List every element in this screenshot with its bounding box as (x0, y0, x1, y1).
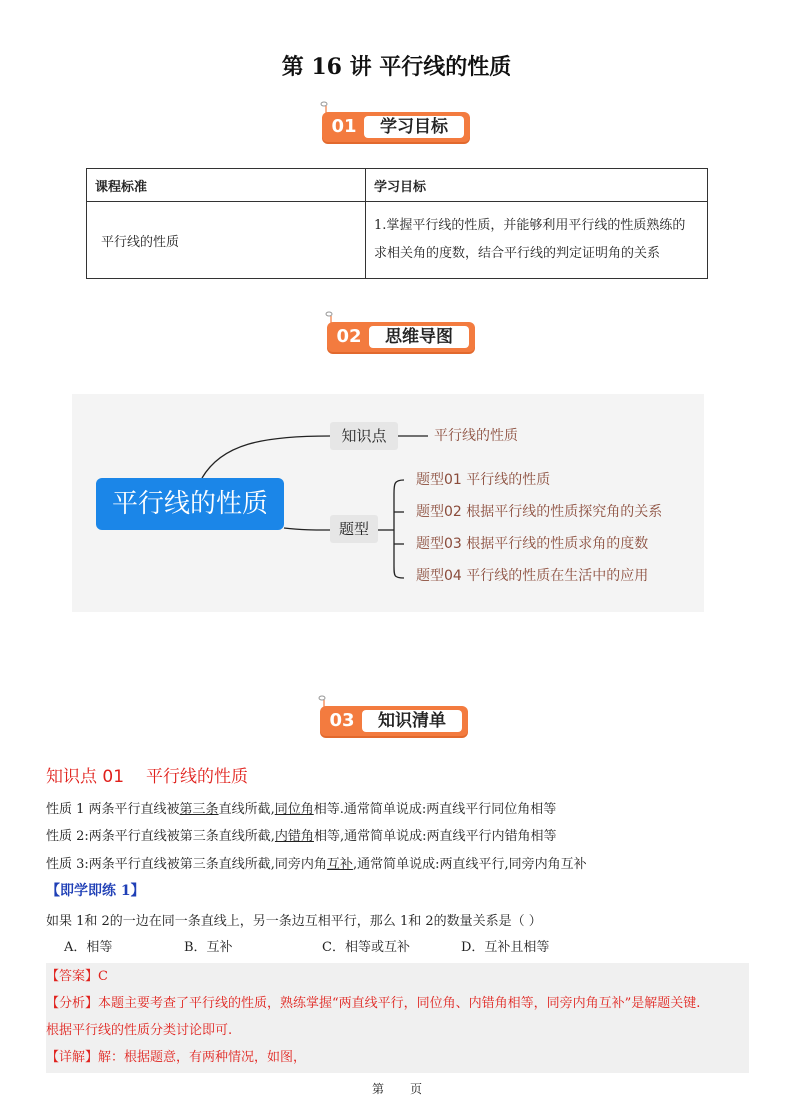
footer-right: 页 (410, 1082, 423, 1096)
option-b: B．互补 (184, 940, 233, 955)
table-header-standard: 课程标准 (87, 169, 366, 202)
section-label: 知识清单 (362, 710, 462, 732)
practice-question: 如果 1和 2的一边在同一条直线上，另一条边互相平行，那么 1和 2的数量关系是（ ） (46, 914, 542, 929)
property-3 (46, 853, 587, 872)
text-span: 直线所截, (218, 802, 275, 817)
analysis-line (46, 992, 700, 1011)
section-number: 02 (336, 326, 362, 347)
section-label: 学习目标 (364, 116, 464, 138)
text-span: 相等.通常简单说成:两直线平行同位角相等 (313, 802, 557, 817)
mind-map-leaf: 题型01 平行线的性质 (416, 472, 551, 488)
answer-line (46, 965, 108, 984)
analysis-tag: 【分析】 (46, 996, 99, 1011)
property-1 (46, 798, 556, 817)
mind-map-branch-types: 题型 (330, 515, 378, 543)
section-number: 01 (331, 116, 357, 137)
table-cell-objective (366, 202, 708, 279)
underlined-term: 同位角 (274, 802, 314, 817)
text-span: 性质 2:两条平行直线被第三条直线所截, (46, 829, 275, 844)
section-banner-03 (318, 694, 470, 736)
property-2 (46, 825, 556, 844)
goals-table (86, 168, 708, 279)
knowledge-point-number: 知识点 01 (46, 767, 125, 787)
detail-text: 解：根据题意，有两种情况，如图， (98, 1050, 307, 1065)
mind-map-center: 平行线的性质 (96, 478, 284, 530)
practice-heading: 【即学即练 1】 (46, 883, 145, 899)
table-cell-standard: 平行线的性质 (87, 202, 366, 279)
mind-map-leaf: 题型04 平行线的性质在生活中的应用 (416, 568, 649, 584)
detail-line (46, 1046, 306, 1065)
footer-left: 第 (372, 1082, 385, 1096)
section-label: 思维导图 (369, 326, 469, 348)
analysis-text: 本题主要考查了平行线的性质，熟练掌握“两直线平行，同位角、内错角相等，同旁内角互补”是解题关键. (98, 996, 701, 1011)
analysis-line-2: 根据平行线的性质分类讨论即可. (46, 1023, 233, 1038)
underlined-term: 第三条 (179, 802, 219, 817)
page-title: 第 16 讲 平行线的性质 (281, 54, 512, 80)
mind-map (72, 394, 704, 612)
mind-map-leaf: 平行线的性质 (434, 428, 518, 444)
mind-map-branch-knowledge: 知识点 (330, 422, 398, 450)
underlined-term: 互补 (326, 857, 353, 872)
knowledge-point-name: 平行线的性质 (146, 767, 249, 787)
text-span: 性质 1 两条平行直线被 (46, 802, 180, 817)
text-span: 性质 3:两条平行直线被第三条直线所截,同旁内角 (46, 857, 327, 872)
mind-map-leaf: 题型03 根据平行线的性质求角的度数 (416, 536, 649, 552)
table-header-objective: 学习目标 (366, 169, 708, 202)
section-banner-02 (325, 310, 477, 352)
detail-tag: 【详解】 (46, 1050, 99, 1065)
objective-line: 求相关角的度数，结合平行线的判定证明角的关系 (374, 246, 661, 261)
knowledge-point-title (46, 762, 248, 787)
section-banner-01 (320, 100, 472, 142)
text-span: ,通常简单说成:两直线平行,同旁内角互补 (352, 857, 587, 872)
option-c: C．相等或互补 (322, 940, 410, 955)
text-span: 相等,通常简单说成:两直线平行内错角相等 (313, 829, 557, 844)
answer-value: C (98, 969, 108, 984)
section-number: 03 (329, 710, 355, 731)
option-a: A．相等 (64, 940, 113, 955)
underlined-term: 内错角 (274, 829, 314, 844)
mind-map-leaf: 题型02 根据平行线的性质探究角的关系 (416, 504, 663, 520)
option-d: D．互补且相等 (461, 940, 550, 955)
objective-line: 1.掌握平行线的性质，并能够利用平行线的性质熟练的 (374, 218, 686, 233)
answer-tag: 【答案】 (46, 969, 99, 984)
